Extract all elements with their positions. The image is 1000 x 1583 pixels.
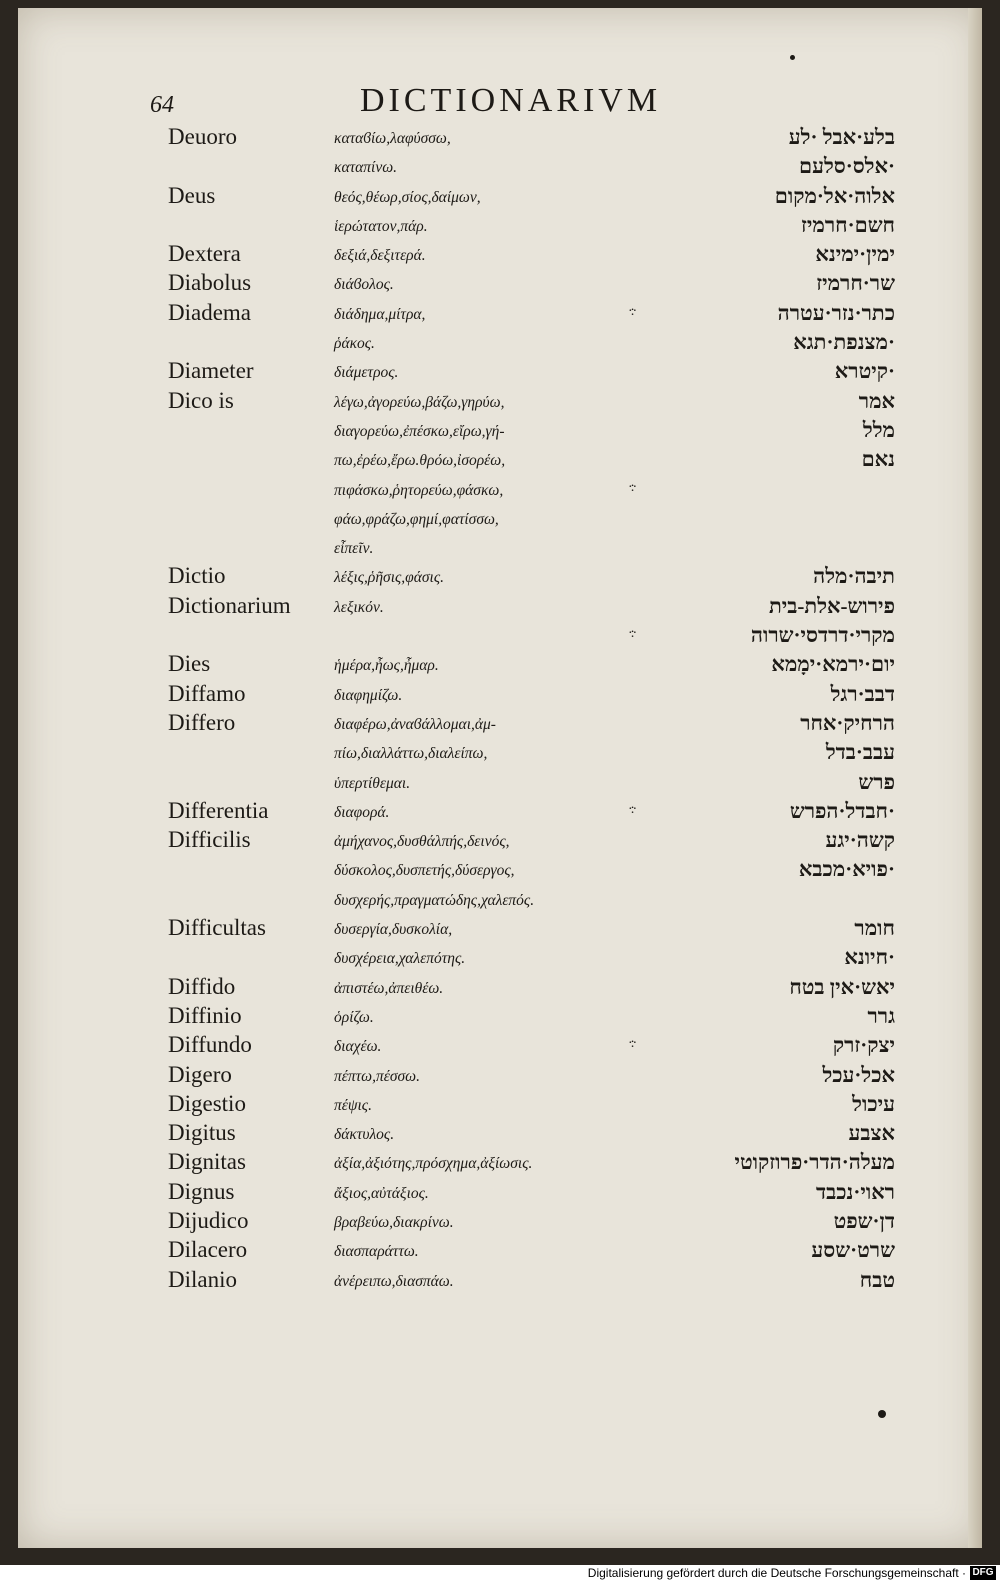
hebrew-equivalents: ·קיטרא: [834, 359, 895, 384]
greek-equivalents: δυσχέρεια,χαλεπότης.: [334, 950, 466, 968]
hebrew-equivalents: יאש·אין בטח: [789, 974, 895, 999]
greek-equivalents: πίω,διαλλάττω,διαλείπω,: [334, 745, 488, 763]
latin-headword: Difficultas: [168, 915, 266, 941]
hebrew-equivalents: ·פויא·מכבא: [798, 857, 895, 882]
entry-row: [150, 1206, 915, 1235]
entry-row: [150, 239, 915, 268]
footer-bar: [0, 1565, 1000, 1583]
hebrew-equivalents: שרט·שסע: [811, 1238, 895, 1263]
greek-equivalents: πιφάσκω,ῥητορεύω,φάσκω,: [334, 481, 504, 499]
greek-equivalents: εἶπεῖν.: [334, 540, 374, 558]
entry-row: [150, 503, 915, 532]
entry-row: [150, 913, 915, 942]
latin-headword: Differentia: [168, 797, 269, 823]
hebrew-equivalents: אכל·עכל: [822, 1062, 895, 1087]
entry-row: [150, 444, 915, 473]
entry-row: [150, 1001, 915, 1030]
margin-mark: ·:·: [628, 626, 636, 642]
hebrew-equivalents: פירוש-אלת-בית: [768, 593, 895, 618]
ink-dot: [790, 55, 795, 60]
entry-row: [150, 972, 915, 1001]
dfg-logo: DFG: [970, 1566, 996, 1580]
entry-row: [150, 386, 915, 415]
greek-equivalents: λεξικόν.: [334, 598, 384, 616]
latin-headword: Digitus: [168, 1120, 236, 1146]
hebrew-equivalents: ·חבדל·הפרש: [789, 798, 895, 823]
latin-headword: Diadema: [168, 299, 252, 325]
latin-headword: Diameter: [168, 358, 254, 384]
latin-headword: Dictionarium: [168, 592, 291, 618]
greek-equivalents: δάκτυλος.: [334, 1126, 395, 1144]
entry-row: [150, 122, 915, 151]
entry-row: [150, 649, 915, 678]
entry-row: [150, 474, 915, 503]
latin-headword: Dijudico: [168, 1207, 249, 1233]
greek-equivalents: διασπαράττω.: [334, 1243, 419, 1261]
entry-row: [150, 679, 915, 708]
greek-equivalents: διάμετρος.: [334, 364, 399, 382]
page-number: 64: [150, 92, 174, 118]
entry-row: [150, 415, 915, 444]
entry-row: [150, 942, 915, 971]
greek-equivalents: διάϐολος.: [334, 276, 394, 294]
latin-headword: Diffido: [168, 973, 236, 999]
greek-equivalents: πω,ἐρέω,ἔρω.θρόω,ἰσορέω,: [334, 452, 506, 470]
greek-equivalents: δύσκολος,δυσπετής,δύσεργος,: [334, 862, 515, 880]
greek-equivalents: ἀνέρειπω,διασπάω.: [334, 1272, 454, 1290]
latin-headword: Dextera: [168, 241, 241, 267]
entry-row: [150, 1147, 915, 1176]
entry-row: [150, 1089, 915, 1118]
hebrew-equivalents: ·חיונא: [844, 945, 895, 970]
margin-mark: ·:·: [628, 479, 636, 495]
latin-headword: Dictio: [168, 563, 226, 589]
entry-row: [150, 1177, 915, 1206]
latin-headword: Digestio: [168, 1090, 246, 1116]
hebrew-equivalents: דבב·רגל: [830, 681, 895, 706]
latin-headword: Differo: [168, 709, 236, 735]
greek-equivalents: διαφημίζω.: [334, 686, 403, 704]
hebrew-equivalents: ראוי·נכבד: [816, 1179, 895, 1204]
latin-headword: Dico is: [168, 387, 234, 413]
entry-row: [150, 854, 915, 883]
latin-headword: Dies: [168, 651, 211, 677]
greek-equivalents: πέπτω,πέσσω.: [334, 1067, 420, 1085]
greek-equivalents: θεός,θέωρ,σίος,δαίμων,: [334, 188, 481, 206]
margin-mark: ·:·: [628, 1036, 636, 1052]
hebrew-equivalents: אמר: [858, 388, 895, 413]
latin-headword: Difficilis: [168, 827, 251, 853]
hebrew-equivalents: מקרי·דרדסי·שרוה: [750, 623, 895, 648]
entry-row: [150, 298, 915, 327]
greek-equivalents: πέψις.: [334, 1096, 372, 1114]
greek-equivalents: διαφορά.: [334, 803, 390, 821]
hebrew-equivalents: אצבע: [848, 1121, 895, 1146]
dictionary-entries: [150, 122, 915, 1294]
latin-headword: Dilacero: [168, 1237, 248, 1263]
hebrew-equivalents: נאם: [861, 447, 895, 472]
greek-equivalents: δυσεργία,δυσκολία,: [334, 921, 453, 939]
greek-equivalents: φάω,φράζω,φημί,φατίσσω,: [334, 510, 499, 528]
hebrew-equivalents: עבב·בדל: [825, 740, 895, 765]
greek-equivalents: καταπίνω.: [334, 159, 398, 177]
entry-row: [150, 356, 915, 385]
greek-equivalents: ἀξία,ἀξιότης,πρόσχημα,ἀξίωσις.: [334, 1155, 533, 1173]
page-edge: [968, 8, 982, 1548]
hebrew-equivalents: מעלה·הדר·פרוזקוטי: [734, 1150, 895, 1175]
greek-equivalents: διάδημα,μίτρα,: [334, 305, 426, 323]
greek-equivalents: ἀμήχανος,δυσθάλπής,δεινός,: [334, 833, 510, 851]
greek-equivalents: καταϐίω,λαφύσσω,: [334, 130, 451, 147]
greek-equivalents: δυσχερής,πραγματώδης,χαλεπός.: [334, 891, 535, 909]
hebrew-equivalents: יצק·זרק: [832, 1033, 895, 1058]
entry-row: [150, 708, 915, 737]
entry-row: [150, 884, 915, 913]
latin-headword: Deuoro: [168, 124, 237, 149]
hebrew-equivalents: חשם·חרמיז: [801, 212, 895, 237]
entry-row: [150, 268, 915, 297]
hebrew-equivalents: יום·ירמא·ימָמא: [771, 652, 895, 677]
greek-equivalents: ἀπιστέω,ἀπειθέω.: [334, 979, 444, 997]
margin-mark: ·:·: [628, 801, 636, 817]
hebrew-equivalents: ·מצנפת·תגא: [793, 330, 895, 355]
hebrew-equivalents: דן·שפט: [833, 1208, 895, 1233]
entry-row: [150, 561, 915, 590]
latin-headword: Diffamo: [168, 680, 246, 706]
entry-row: [150, 210, 915, 239]
greek-equivalents: δεξιά,δεξιτερά.: [334, 247, 426, 265]
latin-headword: Digero: [168, 1061, 232, 1087]
entry-row: [150, 767, 915, 796]
latin-headword: Diabolus: [168, 270, 252, 296]
entry-row: [150, 825, 915, 854]
entry-row: [150, 1235, 915, 1264]
entry-row: [150, 1030, 915, 1059]
hebrew-equivalents: שר·חרמיז: [816, 271, 895, 296]
hebrew-equivalents: חומר: [854, 916, 895, 941]
hebrew-equivalents: תיבה·מלה: [813, 564, 895, 589]
hebrew-equivalents: עיכול: [852, 1091, 895, 1116]
ink-dot: [878, 1410, 886, 1418]
entry-row: [150, 796, 915, 825]
greek-equivalents: διαχέω.: [334, 1038, 382, 1056]
latin-headword: Dignus: [168, 1178, 235, 1204]
footer-credit: Digitalisierung gefördert durch die Deutsche Forschungsgemeinschaft ·: [587, 1566, 966, 1580]
hebrew-equivalents: הרחיק·אחר: [800, 710, 895, 735]
running-title: DICTIONARIVM: [360, 82, 662, 119]
entry-row: [150, 181, 915, 210]
hebrew-equivalents: אלוה·אל·מקום: [774, 183, 895, 208]
greek-equivalents: ἡμέρα,ἦως,ἦμαρ.: [334, 657, 439, 675]
entry-row: [150, 327, 915, 356]
hebrew-equivalents: פרש: [858, 769, 895, 794]
latin-headword: Deus: [168, 182, 216, 208]
greek-equivalents: διαφέρω,ἀναϐάλλομαι,ἀμ-: [334, 715, 496, 733]
hebrew-equivalents: כתר·נזר·עטרה: [777, 300, 895, 325]
greek-equivalents: ἄξιος,αὐτάξιος.: [334, 1184, 429, 1202]
hebrew-equivalents: טבח: [859, 1267, 895, 1292]
latin-headword: Dignitas: [168, 1149, 246, 1175]
entry-row: [150, 591, 915, 620]
latin-headword: Dilanio: [168, 1266, 237, 1292]
hebrew-equivalents: מלל: [862, 417, 895, 442]
hebrew-equivalents: ·אלס·סלעם: [798, 154, 895, 179]
greek-equivalents: ὁρίζω.: [334, 1008, 374, 1026]
hebrew-equivalents: ימין·ימינא: [815, 242, 895, 267]
hebrew-equivalents: גרר: [867, 1003, 895, 1028]
hebrew-equivalents: בלע·אבל ·לע: [788, 125, 895, 149]
greek-equivalents: λέγω,ἀγορεύω,βάζω,γηρύω,: [334, 393, 505, 411]
greek-equivalents: διαγορεύω,ἐπέσκω,εἴρω,γή-: [334, 422, 505, 440]
hebrew-equivalents: קשה·יגע: [825, 828, 895, 853]
greek-equivalents: λέξις,ῥῆσις,φάσις.: [334, 569, 444, 587]
entry-row: [150, 532, 915, 561]
entry-row: [150, 151, 915, 180]
latin-headword: Diffinio: [168, 1002, 242, 1028]
greek-equivalents: ὑπερτίθεμαι.: [334, 774, 411, 792]
greek-equivalents: ῥάκος.: [334, 335, 375, 353]
entry-row: [150, 1060, 915, 1089]
greek-equivalents: ἱερώτατον,πάρ.: [334, 217, 428, 235]
latin-headword: Diffundo: [168, 1032, 252, 1058]
entry-row: [150, 737, 915, 766]
entry-row: [150, 1265, 915, 1294]
margin-mark: ·:·: [628, 303, 636, 319]
greek-equivalents: βραβεύω,διακρίνω.: [334, 1213, 454, 1231]
entry-row: [150, 1118, 915, 1147]
entry-row: [150, 620, 915, 649]
